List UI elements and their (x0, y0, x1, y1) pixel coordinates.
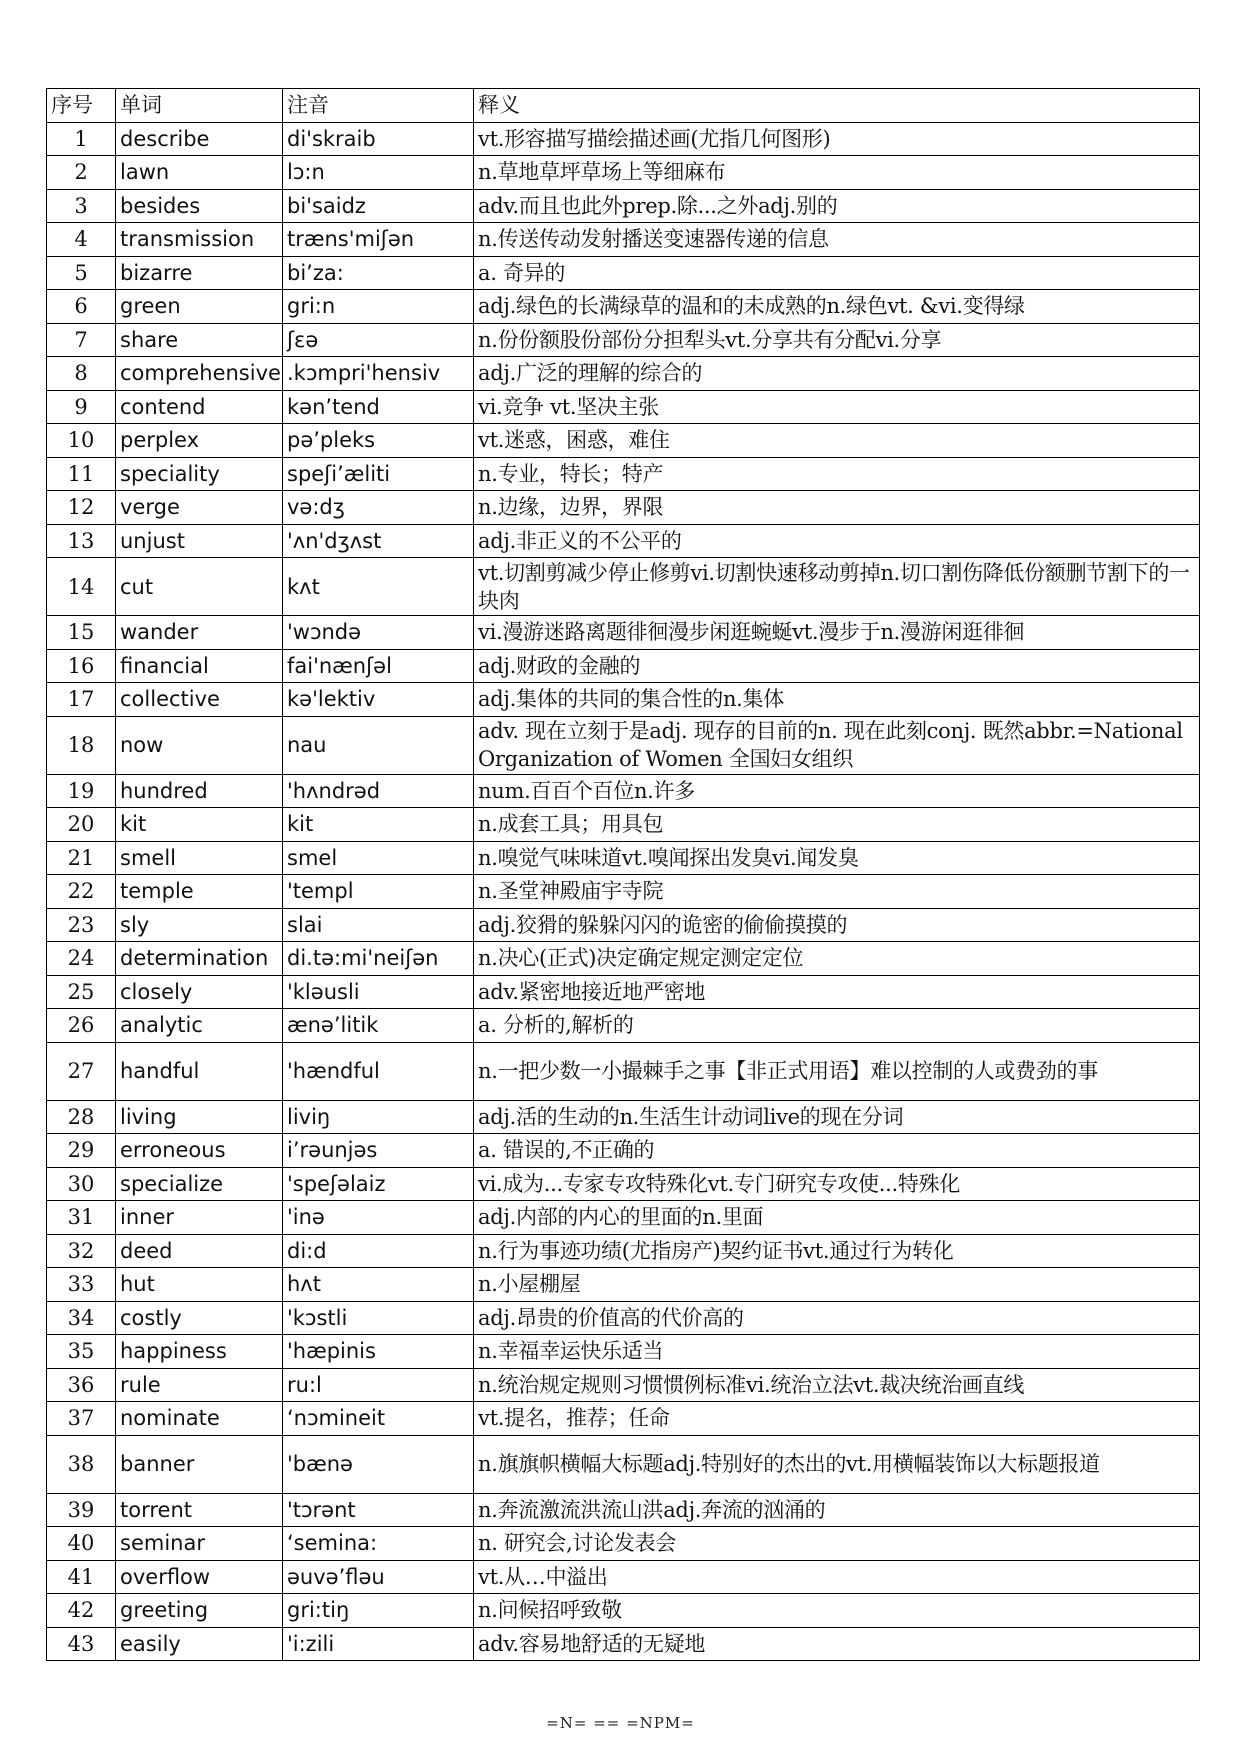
table-row (47, 558, 1200, 616)
definition-cell: adj.狡猾的躲躲闪闪的诡密的偷偷摸摸的 (474, 908, 1200, 942)
row-number: 26 (47, 1009, 116, 1043)
phonetic-cell: 'hændful (283, 1042, 474, 1100)
phonetic-cell: di:d (283, 1234, 474, 1268)
row-number: 24 (47, 942, 116, 976)
definition-cell: vi.成为...专家专攻特殊化vt.专门研究专攻使...特殊化 (474, 1167, 1200, 1201)
definition-cell: a. 错误的,不正确的 (474, 1134, 1200, 1168)
phonetic-cell: kʌt (283, 558, 474, 616)
phonetic-cell: 'hʌndrəd (283, 774, 474, 808)
definition-cell: n.传送传动发射播送变速器传递的信息 (474, 223, 1200, 257)
row-number: 1 (47, 122, 116, 156)
row-number: 40 (47, 1527, 116, 1561)
definition-cell: adv.容易地舒适的无疑地 (474, 1627, 1200, 1661)
phonetic-cell: 'tɔrənt (283, 1493, 474, 1527)
table-row (47, 323, 1200, 357)
definition-cell: a. 奇异的 (474, 256, 1200, 290)
table-row (47, 424, 1200, 458)
definition-cell: n.圣堂神殿庙宇寺院 (474, 875, 1200, 909)
word-cell: collective (116, 683, 283, 717)
phonetic-cell: speʃi’æliti (283, 457, 474, 491)
word-cell: closely (116, 975, 283, 1009)
word-cell: inner (116, 1201, 283, 1235)
word-cell: speciality (116, 457, 283, 491)
word-cell: deed (116, 1234, 283, 1268)
row-number: 17 (47, 683, 116, 717)
table-row (47, 357, 1200, 391)
phonetic-cell: ‘nɔmineit (283, 1402, 474, 1436)
phonetic-cell: .kɔmpri'hensiv (283, 357, 474, 391)
table-row (47, 1201, 1200, 1235)
table-body (47, 122, 1200, 1661)
definition-cell: n.统治规定规则习惯惯例标准vi.统治立法vt.裁决统治画直线 (474, 1368, 1200, 1402)
word-cell: torrent (116, 1493, 283, 1527)
table-row (47, 774, 1200, 808)
header-phonetic: 注音 (283, 89, 474, 123)
definition-cell: adj.非正义的不公平的 (474, 524, 1200, 558)
definition-cell: vt.切割剪减少停止修剪vi.切割快速移动剪掉n.切口割伤降低份额删节割下的一块肉 (474, 558, 1200, 616)
definition-cell: n.专业，特长；特产 (474, 457, 1200, 491)
phonetic-cell: ‘semina: (283, 1527, 474, 1561)
table-row (47, 256, 1200, 290)
row-number: 3 (47, 189, 116, 223)
definition-cell: vt.提名，推荐；任命 (474, 1402, 1200, 1436)
phonetic-cell: nau (283, 716, 474, 774)
table-row (47, 223, 1200, 257)
definition-cell: n.小屋棚屋 (474, 1268, 1200, 1302)
word-cell: temple (116, 875, 283, 909)
table-row (47, 1335, 1200, 1369)
definition-cell: n.份份额股份部份分担犁头vt.分享共有分配vi.分享 (474, 323, 1200, 357)
table-header-row (47, 89, 1200, 123)
definition-cell: n.草地草坪草场上等细麻布 (474, 156, 1200, 190)
table-row (47, 908, 1200, 942)
word-cell: describe (116, 122, 283, 156)
row-number: 29 (47, 1134, 116, 1168)
phonetic-cell: 'kləusli (283, 975, 474, 1009)
table-row (47, 1435, 1200, 1493)
row-number: 7 (47, 323, 116, 357)
word-cell: besides (116, 189, 283, 223)
phonetic-cell: liviŋ (283, 1100, 474, 1134)
header-word: 单词 (116, 89, 283, 123)
phonetic-cell: træns'miʃən (283, 223, 474, 257)
table-row (47, 1009, 1200, 1043)
phonetic-cell: fai'nænʃəl (283, 649, 474, 683)
phonetic-cell: hʌt (283, 1268, 474, 1302)
word-cell: now (116, 716, 283, 774)
definition-cell: adj.财政的金融的 (474, 649, 1200, 683)
definition-cell: adj.昂贵的价值高的代价高的 (474, 1301, 1200, 1335)
phonetic-cell: və:dʒ (283, 491, 474, 525)
word-cell: smell (116, 841, 283, 875)
phonetic-cell: i’rəunjəs (283, 1134, 474, 1168)
definition-cell: adj.内部的内心的里面的n.里面 (474, 1201, 1200, 1235)
word-cell: living (116, 1100, 283, 1134)
definition-cell: n.嗅觉气味味道vt.嗅闻探出发臭vi.闻发臭 (474, 841, 1200, 875)
definition-cell: vt.形容描写描绘描述画(尤指几何图形) (474, 122, 1200, 156)
definition-cell: adv.而且也此外prep.除...之外adj.别的 (474, 189, 1200, 223)
row-number: 16 (47, 649, 116, 683)
row-number: 41 (47, 1560, 116, 1594)
table-row (47, 390, 1200, 424)
row-number: 23 (47, 908, 116, 942)
row-number: 9 (47, 390, 116, 424)
row-number: 14 (47, 558, 116, 616)
table-row (47, 457, 1200, 491)
table-row (47, 1234, 1200, 1268)
row-number: 36 (47, 1368, 116, 1402)
phonetic-cell: 'inə (283, 1201, 474, 1235)
row-number: 11 (47, 457, 116, 491)
table-row (47, 1134, 1200, 1168)
table-row (47, 1100, 1200, 1134)
header-definition: 释义 (474, 89, 1200, 123)
header-num: 序号 (47, 89, 116, 123)
table-row (47, 808, 1200, 842)
table-row (47, 875, 1200, 909)
word-cell: contend (116, 390, 283, 424)
definition-cell: n.边缘，边界，界限 (474, 491, 1200, 525)
table-row (47, 122, 1200, 156)
table-row (47, 156, 1200, 190)
word-cell: analytic (116, 1009, 283, 1043)
phonetic-cell: di.tə:mi'neiʃən (283, 942, 474, 976)
row-number: 31 (47, 1201, 116, 1235)
phonetic-cell: bi’za: (283, 256, 474, 290)
definition-cell: n.一把少数一小撮棘手之事【非正式用语】难以控制的人或费劲的事 (474, 1042, 1200, 1100)
word-cell: banner (116, 1435, 283, 1493)
word-cell: transmission (116, 223, 283, 257)
row-number: 13 (47, 524, 116, 558)
word-cell: share (116, 323, 283, 357)
phonetic-cell: kə'lektiv (283, 683, 474, 717)
table-row (47, 1560, 1200, 1594)
word-cell: lawn (116, 156, 283, 190)
phonetic-cell: bi'saidz (283, 189, 474, 223)
definition-cell: vi.漫游迷路离题徘徊漫步闲逛蜿蜒vt.漫步于n.漫游闲逛徘徊 (474, 616, 1200, 650)
row-number: 33 (47, 1268, 116, 1302)
word-cell: green (116, 290, 283, 324)
phonetic-cell: kit (283, 808, 474, 842)
word-cell: easily (116, 1627, 283, 1661)
table-row (47, 1402, 1200, 1436)
row-number: 4 (47, 223, 116, 257)
row-number: 42 (47, 1594, 116, 1628)
definition-cell: adj.集体的共同的集合性的n.集体 (474, 683, 1200, 717)
row-number: 35 (47, 1335, 116, 1369)
table-row (47, 1594, 1200, 1628)
phonetic-cell: gri:tiŋ (283, 1594, 474, 1628)
definition-cell: adj.绿色的长满绿草的温和的未成熟的n.绿色vt. &vi.变得绿 (474, 290, 1200, 324)
table-row (47, 1167, 1200, 1201)
row-number: 25 (47, 975, 116, 1009)
word-cell: hundred (116, 774, 283, 808)
table-row (47, 290, 1200, 324)
row-number: 15 (47, 616, 116, 650)
word-cell: sly (116, 908, 283, 942)
definition-cell: num.百百个百位n.许多 (474, 774, 1200, 808)
row-number: 39 (47, 1493, 116, 1527)
row-number: 21 (47, 841, 116, 875)
phonetic-cell: 'hæpinis (283, 1335, 474, 1369)
row-number: 5 (47, 256, 116, 290)
phonetic-cell: lɔ:n (283, 156, 474, 190)
table-row (47, 491, 1200, 525)
definition-cell: adj.活的生动的n.生活生计动词live的现在分词 (474, 1100, 1200, 1134)
table-row (47, 942, 1200, 976)
definition-cell: adv.紧密地接近地严密地 (474, 975, 1200, 1009)
word-cell: verge (116, 491, 283, 525)
row-number: 34 (47, 1301, 116, 1335)
word-cell: financial (116, 649, 283, 683)
row-number: 38 (47, 1435, 116, 1493)
definition-cell: vi.竞争 vt.坚决主张 (474, 390, 1200, 424)
row-number: 27 (47, 1042, 116, 1100)
phonetic-cell: ænə’litik (283, 1009, 474, 1043)
table-row (47, 975, 1200, 1009)
definition-cell: n.旗旗帜横幅大标题adj.特别好的杰出的vt.用横幅装饰以大标题报道 (474, 1435, 1200, 1493)
definition-cell: a. 分析的,解析的 (474, 1009, 1200, 1043)
row-number: 8 (47, 357, 116, 391)
phonetic-cell: smel (283, 841, 474, 875)
definition-cell: n.奔流激流洪流山洪adj.奔流的汹涌的 (474, 1493, 1200, 1527)
table-row (47, 1301, 1200, 1335)
table-row (47, 716, 1200, 774)
phonetic-cell: 'wɔndə (283, 616, 474, 650)
word-cell: hut (116, 1268, 283, 1302)
word-cell: unjust (116, 524, 283, 558)
table-row (47, 1627, 1200, 1661)
row-number: 43 (47, 1627, 116, 1661)
word-cell: wander (116, 616, 283, 650)
phonetic-cell: 'bænə (283, 1435, 474, 1493)
table-row (47, 1493, 1200, 1527)
word-cell: kit (116, 808, 283, 842)
definition-cell: vt.迷惑，困惑，难住 (474, 424, 1200, 458)
word-cell: comprehensive (116, 357, 283, 391)
word-cell: determination (116, 942, 283, 976)
phonetic-cell: di'skraib (283, 122, 474, 156)
word-cell: erroneous (116, 1134, 283, 1168)
phonetic-cell: 'i:zili (283, 1627, 474, 1661)
word-cell: cut (116, 558, 283, 616)
word-cell: happiness (116, 1335, 283, 1369)
word-cell: seminar (116, 1527, 283, 1561)
definition-cell: vt.从…中溢出 (474, 1560, 1200, 1594)
phonetic-cell: ru:l (283, 1368, 474, 1402)
row-number: 28 (47, 1100, 116, 1134)
definition-cell: adv. 现在立刻于是adj. 现存的目前的n. 现在此刻conj. 既然abbr.=National Organization of Women 全国妇女组织 (474, 716, 1200, 774)
phonetic-cell: 'kɔstli (283, 1301, 474, 1335)
row-number: 19 (47, 774, 116, 808)
table-row (47, 616, 1200, 650)
phonetic-cell: 'ʌn'dʒʌst (283, 524, 474, 558)
phonetic-cell: 'templ (283, 875, 474, 909)
row-number: 6 (47, 290, 116, 324)
row-number: 30 (47, 1167, 116, 1201)
vocabulary-table (46, 88, 1200, 1661)
table-row (47, 524, 1200, 558)
row-number: 37 (47, 1402, 116, 1436)
row-number: 10 (47, 424, 116, 458)
definition-cell: n.行为事迹功绩(尤指房产)契约证书vt.通过行为转化 (474, 1234, 1200, 1268)
definition-cell: n.幸福幸运快乐适当 (474, 1335, 1200, 1369)
phonetic-cell: pə’pleks (283, 424, 474, 458)
phonetic-cell: 'speʃəlaiz (283, 1167, 474, 1201)
definition-cell: n.决心(正式)决定确定规定测定定位 (474, 942, 1200, 976)
table-row (47, 1268, 1200, 1302)
word-cell: overflow (116, 1560, 283, 1594)
phonetic-cell: əuvə’fləu (283, 1560, 474, 1594)
word-cell: greeting (116, 1594, 283, 1628)
word-cell: bizarre (116, 256, 283, 290)
row-number: 20 (47, 808, 116, 842)
table-row (47, 189, 1200, 223)
phonetic-cell: kən’tend (283, 390, 474, 424)
table-row (47, 649, 1200, 683)
definition-cell: n.成套工具；用具包 (474, 808, 1200, 842)
row-number: 18 (47, 716, 116, 774)
table-row (47, 683, 1200, 717)
phonetic-cell: ʃεə (283, 323, 474, 357)
table-row (47, 1527, 1200, 1561)
definition-cell: n. 研究会,讨论发表会 (474, 1527, 1200, 1561)
row-number: 32 (47, 1234, 116, 1268)
row-number: 22 (47, 875, 116, 909)
word-cell: costly (116, 1301, 283, 1335)
word-cell: specialize (116, 1167, 283, 1201)
word-cell: rule (116, 1368, 283, 1402)
table-row (47, 1368, 1200, 1402)
word-cell: nominate (116, 1402, 283, 1436)
table-row (47, 1042, 1200, 1100)
definition-cell: n.问候招呼致敬 (474, 1594, 1200, 1628)
table-row (47, 841, 1200, 875)
word-cell: perplex (116, 424, 283, 458)
row-number: 12 (47, 491, 116, 525)
definition-cell: adj.广泛的理解的综合的 (474, 357, 1200, 391)
phonetic-cell: slai (283, 908, 474, 942)
row-number: 2 (47, 156, 116, 190)
phonetic-cell: gri:n (283, 290, 474, 324)
word-cell: handful (116, 1042, 283, 1100)
page-footer: =N= == =NPM= (546, 1714, 695, 1732)
